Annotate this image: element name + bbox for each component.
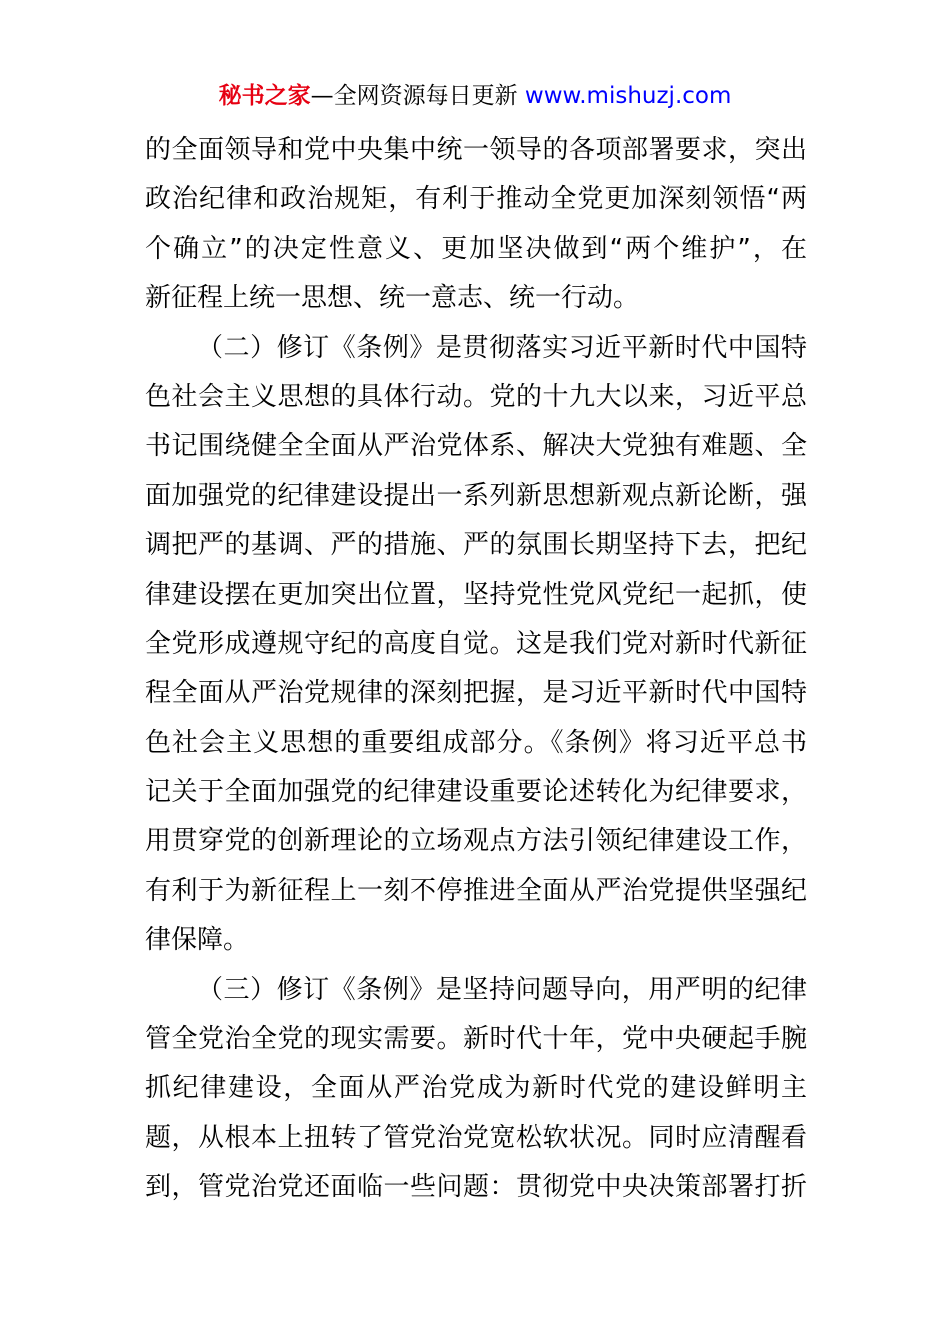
text-line: 面加强党的纪律建设提出一系列新思想新观点新论断，强	[145, 480, 807, 511]
text-line: 新征程上统一思想、统一意志、统一行动。	[145, 283, 640, 314]
text-line: 有利于为新征程上一刻不停推进全面从严治党提供坚强纪	[145, 875, 807, 906]
text-line: 管全党治全党的现实需要。新时代十年，党中央硬起手腕	[145, 1024, 807, 1055]
page-header	[0, 80, 950, 112]
header-url-link[interactable]: www.mishuzj.com	[524, 83, 732, 109]
header-slogan: —全网资源每日更新	[310, 83, 525, 109]
text-line: 书记围绕健全全面从严治党体系、解决大党独有难题、全	[145, 431, 807, 462]
text-line: 记关于全面加强党的纪律建设重要论述转化为纪律要求，	[145, 777, 807, 808]
text-line: 色社会主义思想的具体行动。党的十九大以来，习近平总	[145, 381, 807, 412]
text-line: 律建设摆在更加突出位置，坚持党性党风党纪一起抓，使	[145, 579, 807, 610]
text-line: 调把严的基调、严的措施、严的氛围长期坚持下去，把纪	[145, 530, 807, 561]
text-line: 个确立”的决定性意义、更加坚决做到“两个维护”，在	[145, 233, 807, 264]
text-line: 程全面从严治党规律的深刻把握，是习近平新时代中国特	[145, 678, 807, 709]
text-line: 抓纪律建设，全面从严治党成为新时代党的建设鲜明主	[145, 1073, 807, 1104]
text-line: 用贯穿党的创新理论的立场观点方法引领纪律建设工作，	[145, 826, 807, 857]
document-body	[145, 126, 807, 1213]
text-line: 全党形成遵规守纪的高度自觉。这是我们党对新时代新征	[145, 628, 807, 659]
text-line: 政治纪律和政治规矩，有利于推动全党更加深刻领悟“两	[145, 184, 807, 215]
paragraph-start-line: （二）修订《条例》是贯彻落实习近平新时代中国特	[197, 332, 807, 363]
text-line: 色社会主义思想的重要组成部分。《条例》将习近平总书	[145, 727, 807, 758]
text-line: 到，管党治党还面临一些问题：贯彻党中央决策部署打折	[145, 1172, 807, 1203]
header-brand: 秘书之家	[218, 83, 311, 109]
paragraph-start-line: （三）修订《条例》是坚持问题导向，用严明的纪律	[197, 974, 807, 1005]
text-line: 律保障。	[145, 925, 250, 956]
text-line: 的全面领导和党中央集中统一领导的各项部署要求，突出	[145, 135, 807, 165]
text-line: 题，从根本上扭转了管党治党宽松软状况。同时应清醒看	[145, 1122, 807, 1153]
